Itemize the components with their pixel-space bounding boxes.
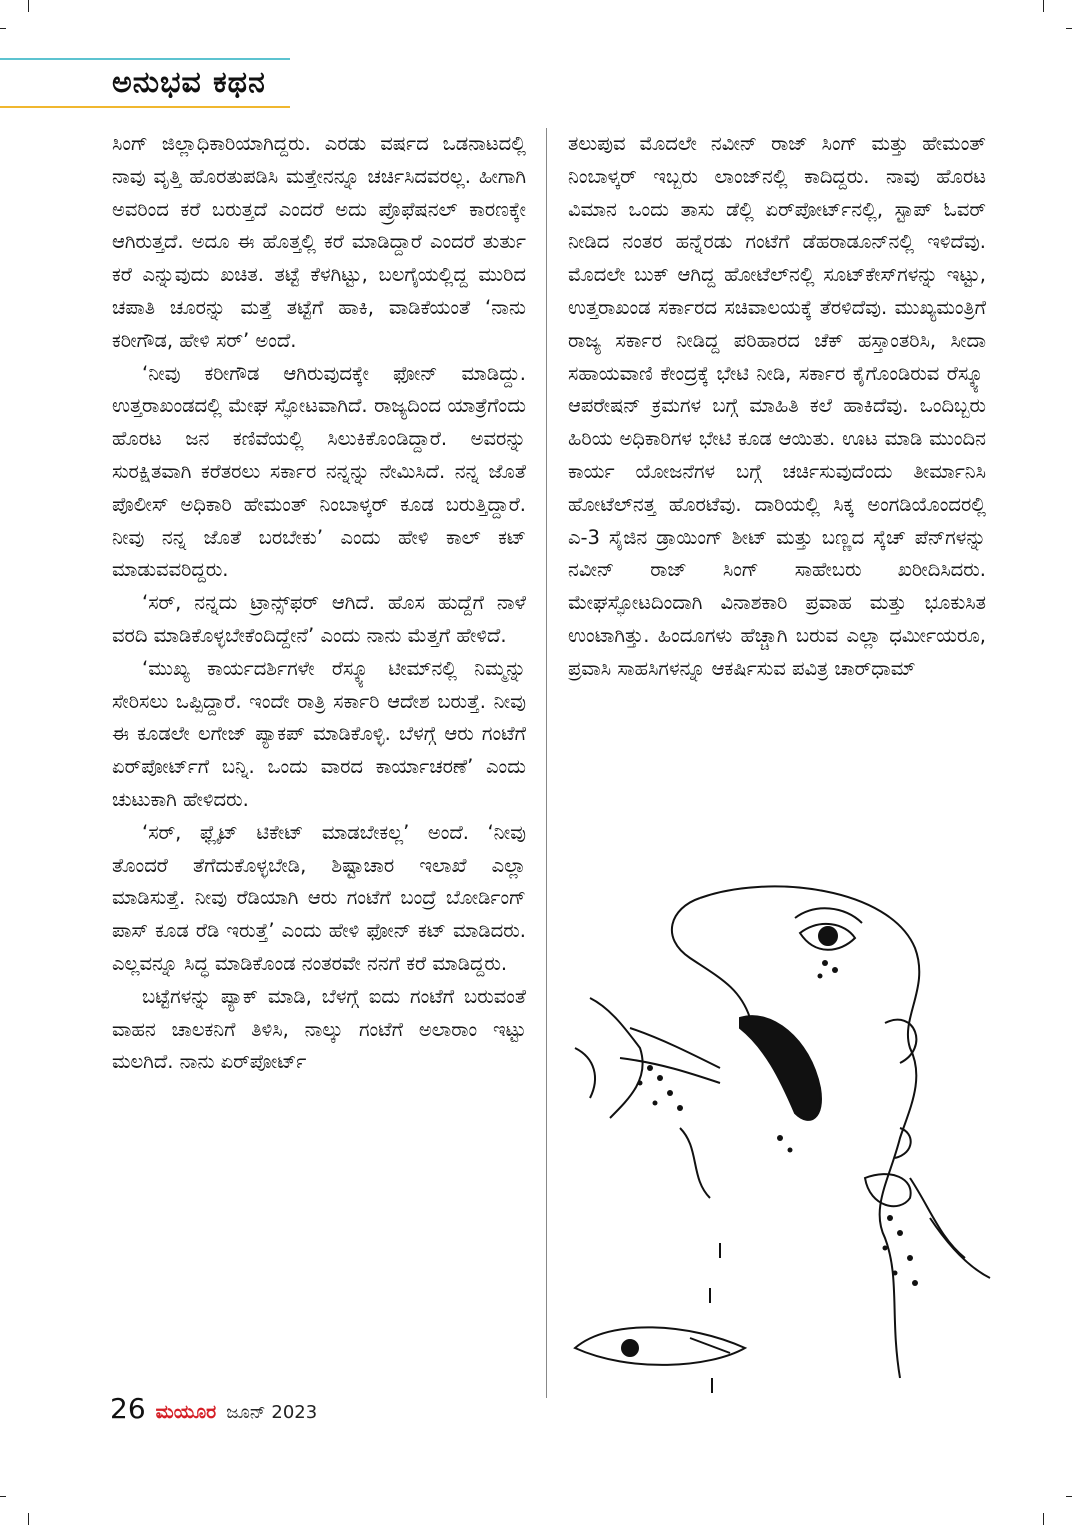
illustration-drawing [570,878,1000,1398]
issue-date: ಜೂನ್ 2023 [226,1402,318,1423]
line-art-face-illustration [570,878,1000,1398]
crop-mark [28,1513,29,1525]
crop-mark [1043,0,1044,12]
column-divider [546,128,547,1398]
crop-mark [1066,1496,1072,1497]
page-number: 26 [110,1392,146,1425]
paragraph: ‘ಸರ್, ನನ್ನದು ಟ್ರಾನ್ಸ್‌ಫರ್ ಆಗಿದೆ. ಹೊಸ ಹುದ್ದೆಗೆ ನಾಳೆ ವರದಿ ಮಾಡಿಕೊಳ್ಳಬೇಕೆಂದಿದ್ದೇನೆ’ ಎಂದು ನಾನು ಮೆತ್ತಗೆ ಹೇಳಿದೆ. [112,591,526,647]
header-rule-bottom [0,106,290,108]
right-column [568,128,986,686]
paragraph: ತಲುಪುವ ಮೊದಲೇ ನವೀನ್ ರಾಜ್ ಸಿಂಗ್ ಮತ್ತು ಹೇಮಂತ್ ನಿಂಬಾಳ್ಕರ್ ಇಬ್ಬರು ಲಾಂಜ್‌ನಲ್ಲಿ ಕಾದಿದ್ದರು. ನಾವು ಹೊರಟ ವಿಮಾನ ಒಂದು ತಾಸು ಡೆಲ್ಲಿ ಏರ್‌ಪೋರ್ಟ್‌ನಲ್ಲಿ, ಸ್ಟಾಪ್ ಓವರ್ ನೀಡಿದ ನಂತರ ಹನ್ನೆರಡು ಗಂಟೆಗೆ ಡೆಹರಾಡೂನ್‌ನಲ್ಲಿ ಇಳಿದೆವು. ಮೊದಲೇ ಬುಕ್ ಆಗಿದ್ದ ಹೋಟೆಲ್‌ನಲ್ಲಿ ಸೂಟ್‌ಕೇಸ್‌ಗಳನ್ನು ಇಟ್ಟು, ಉತ್ತರಾಖಂಡ ಸರ್ಕಾರದ ಸಚಿವಾಲಯಕ್ಕೆ ತೆರಳಿದೆವು. ಮುಖ್ಯಮಂತ್ರಿಗೆ ರಾಜ್ಯ ಸರ್ಕಾರ ನೀಡಿದ್ದ ಪರಿಹಾರದ ಚೆಕ್ ಹಸ್ತಾಂತರಿಸಿ, ಸೀದಾ ಸಹಾಯವಾಣಿ ಕೇಂದ್ರಕ್ಕೆ ಭೇಟಿ ನೀಡಿ, ಸರ್ಕಾರ ಕೈಗೊಂಡಿರುವ ರೆಸ್ಕ್ಯೂ ಆಪರೇಷನ್ ಕ್ರಮಗಳ ಬಗ್ಗೆ ಮಾಹಿತಿ ಕಲೆ ಹಾಕಿದೆವು. ಒಂದಿಬ್ಬರು ಹಿರಿಯ ಅಧಿಕಾರಿಗಳ ಭೇಟಿ ಕೂಡ ಆಯಿತು. ಊಟ ಮಾಡಿ ಮುಂದಿನ ಕಾರ್ಯ ಯೋಜನೆಗಳ ಬಗ್ಗೆ ಚರ್ಚಿಸುವುದೆಂದು ತೀರ್ಮಾನಿಸಿ ಹೋಟೆಲ್‌ನತ್ತ ಹೊರಟೆವು. ದಾರಿಯಲ್ಲಿ ಸಿಕ್ಕ ಅಂಗಡಿಯೊಂದರಲ್ಲಿ ಎ-3 ಸೈಜಿನ ಡ್ರಾಯಿಂಗ್ ಶೀಟ್ ಮತ್ತು ಬಣ್ಣದ ಸ್ಕೆಚ್ ಪೆನ್‌ಗಳನ್ನು ನವೀನ್ ರಾಜ್ ಸಿಂಗ್ ಸಾಹೇಬರು ಖರೀದಿಸಿದರು. ಮೇಘಸ್ಫೋಟದಿಂದಾಗಿ ವಿನಾಶಕಾರಿ ಪ್ರವಾಹ ಮತ್ತು ಭೂಕುಸಿತ ಉಂಟಾಗಿತ್ತು. ಹಿಂದೂಗಳು ಹೆಚ್ಚಾಗಿ ಬರುವ ಎಲ್ಲಾ ಧರ್ಮೀಯರೂ, ಪ್ರವಾಸಿ ಸಾಹಸಿಗಳನ್ನೂ ಆಕರ್ಷಿಸುವ ಪವಿತ್ರ ಚಾರ್‌ಧಾಮ್ [568,132,986,680]
magazine-name: ಮಯೂರ [155,1401,217,1423]
paragraph: ‘ಮುಖ್ಯ ಕಾರ್ಯದರ್ಶಿಗಳೇ ರೆಸ್ಕ್ಯೂ ಟೀಮ್‌ನಲ್ಲಿ ನಿಮ್ಮನ್ನು ಸೇರಿಸಲು ಒಪ್ಪಿದ್ದಾರೆ. ಇಂದೇ ರಾತ್ರಿ ಸರ್ಕಾರಿ ಆದೇಶ ಬರುತ್ತೆ. ನೀವು ಈ ಕೂಡಲೇ ಲಗೇಜ್ ಪ್ಯಾಕಪ್ ಮಾಡಿಕೊಳ್ಳಿ. ಬೆಳಗ್ಗೆ ಆರು ಗಂಟೆಗೆ ಏರ್‌ಪೋರ್ಟ್‌ಗೆ ಬನ್ನಿ. ಒಂದು ವಾರದ ಕಾರ್ಯಾಚರಣೆ’ ಎಂದು ಚುಟುಕಾಗಿ ಹೇಳಿದರು. [112,656,526,811]
header-rule-top [0,58,290,60]
crop-mark [0,28,6,29]
crop-mark [1043,1513,1044,1525]
paragraph: ಬಟ್ಟೆಗಳನ್ನು ಪ್ಯಾಕ್ ಮಾಡಿ, ಬೆಳಗ್ಗೆ ಐದು ಗಂಟೆಗೆ ಬರುವಂತೆ ವಾಹನ ಚಾಲಕನಿಗೆ ತಿಳಿಸಿ, ನಾಲ್ಕು ಗಂಟೆಗೆ ಅಲಾರಾಂ ಇಟ್ಟು ಮಲಗಿದೆ. ನಾನು ಏರ್‌ಪೋರ್ಟ್ [112,984,526,1074]
section-title: ಅನುಭವ ಕಥನ [112,65,266,100]
left-column [112,128,526,1079]
paragraph: ಸಿಂಗ್ ಜಿಲ್ಲಾಧಿಕಾರಿಯಾಗಿದ್ದರು. ಎರಡು ವರ್ಷದ ಒಡನಾಟದಲ್ಲಿ ನಾವು ವೃತ್ತಿ ಹೊರತುಪಡಿಸಿ ಮತ್ತೇನನ್ನೂ ಚರ್ಚಿಸಿದವರಲ್ಲ. ಹೀಗಾಗಿ ಅವರಿಂದ ಕರೆ ಬರುತ್ತದೆ ಎಂದರೆ ಅದು ಪ್ರೊಫೆಷನಲ್ ಕಾರಣಕ್ಕೇ ಆಗಿರುತ್ತದೆ. ಅದೂ ಈ ಹೊತ್ತಲ್ಲಿ ಕರೆ ಮಾಡಿದ್ದಾರೆ ಎಂದರೆ ತುರ್ತು ಕರೆ ಎನ್ನುವುದು ಖಚಿತ. ತಟ್ಟೆ ಕೆಳಗಿಟ್ಟು, ಬಲಗೈಯಲ್ಲಿದ್ದ ಮುರಿದ ಚಪಾತಿ ಚೂರನ್ನು ಮತ್ತೆ ತಟ್ಟೆಗೆ ಹಾಕಿ, ವಾಡಿಕೆಯಂತೆ ‘ನಾನು ಕರೀಗೌಡ, ಹೇಳಿ ಸರ್’ ಅಂದೆ. [112,132,526,352]
crop-mark [0,1496,6,1497]
paragraph: ‘ಸರ್, ಫ್ಲೈಟ್ ಟಿಕೇಟ್ ಮಾಡಬೇಕಲ್ಲ’ ಅಂದೆ. ‘ನೀವು ತೊಂದರೆ ತೆಗೆದುಕೊಳ್ಳಬೇಡಿ, ಶಿಷ್ಟಾಚಾರ ಇಲಾಖೆ ಎಲ್ಲಾ ಮಾಡಿಸುತ್ತೆ. ನೀವು ರೆಡಿಯಾಗಿ ಆರು ಗಂಟೆಗೆ ಬಂದ್ರೆ ಬೋರ್ಡಿಂಗ್ ಪಾಸ್ ಕೂಡ ರೆಡಿ ಇರುತ್ತೆ’ ಎಂದು ಹೇಳಿ ಫೋನ್ ಕಟ್ ಮಾಡಿದರು. ಎಲ್ಲವನ್ನೂ ಸಿದ್ಧ ಮಾಡಿಕೊಂಡ ನಂತರವೇ ನನಗೆ ಕರೆ ಮಾಡಿದ್ದರು. [112,820,526,975]
crop-mark [28,0,29,12]
footer [110,1392,317,1428]
crop-mark [1066,28,1072,29]
paragraph: ‘ನೀವು ಕರೀಗೌಡ ಆಗಿರುವುದಕ್ಕೇ ಫೋನ್ ಮಾಡಿದ್ದು. ಉತ್ತರಾಖಂಡದಲ್ಲಿ ಮೇಘ ಸ್ಫೋಟವಾಗಿದೆ. ರಾಜ್ಯದಿಂದ ಯಾತ್ರೆಗೆಂದು ಹೊರಟ ಜನ ಕಣಿವೆಯಲ್ಲಿ ಸಿಲುಕಿಕೊಂಡಿದ್ದಾರೆ. ಅವರನ್ನು ಸುರಕ್ಷಿತವಾಗಿ ಕರೆತರಲು ಸರ್ಕಾರ ನನ್ನನ್ನು ನೇಮಿಸಿದೆ. ನನ್ನ ಜೊತೆ ಪೊಲೀಸ್ ಅಧಿಕಾರಿ ಹೇಮಂತ್ ನಿಂಬಾಳ್ಕರ್ ಕೂಡ ಬರುತ್ತಿದ್ದಾರೆ. ನೀವು ನನ್ನ ಜೊತೆ ಬರಬೇಕು’ ಎಂದು ಹೇಳಿ ಕಾಲ್ ಕಟ್ ಮಾಡುವವರಿದ್ದರು. [112,361,526,582]
